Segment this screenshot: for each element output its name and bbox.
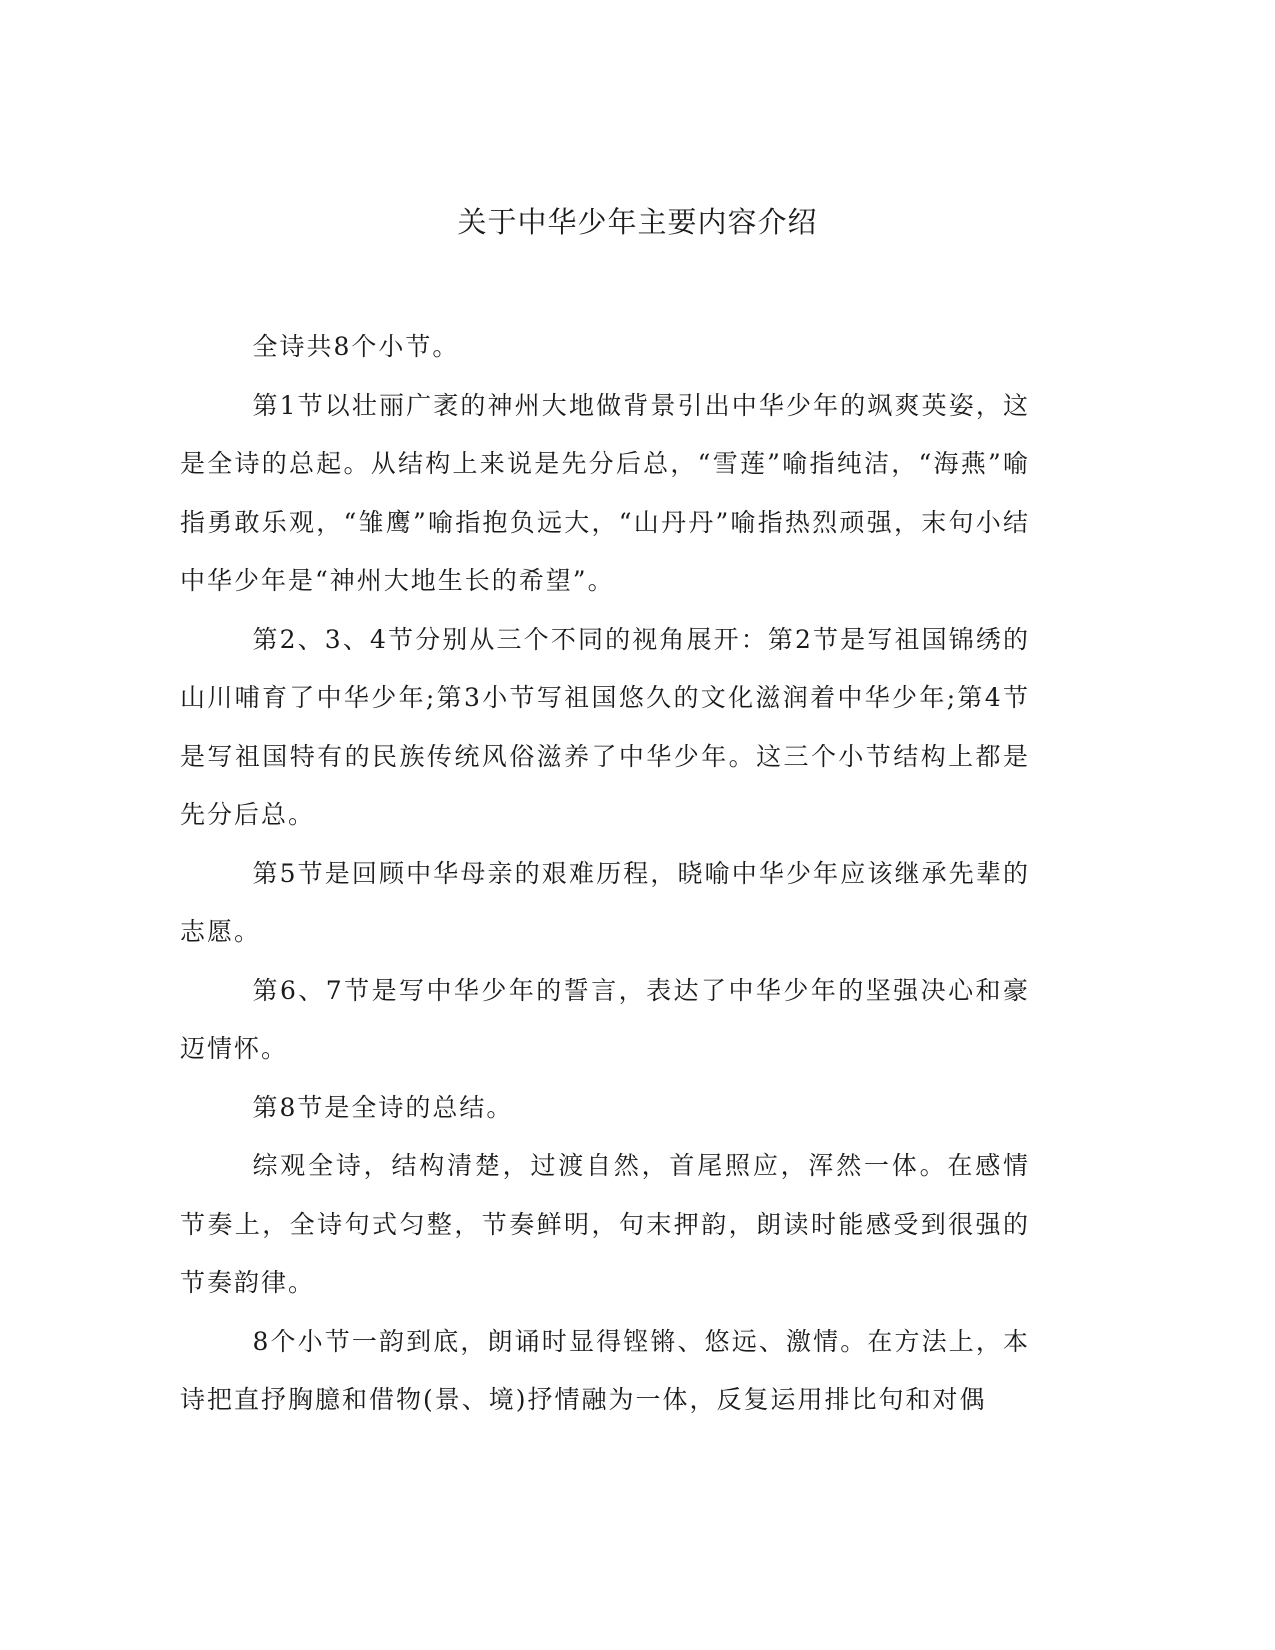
paragraph-summary: 综观全诗，结构清楚，过渡自然，首尾照应，浑然一体。在感情节奏上，全诗句式匀整，节奏鲜明，句末押韵，朗读时能感受到很强的节奏韵律。 (180, 1151, 1030, 1297)
page-title: 关于中华少年主要内容介绍 (457, 205, 818, 239)
paragraph-sections-6-7: 第6、7节是写中华少年的誓言，表达了中华少年的坚强决心和豪迈情怀。 (180, 975, 1030, 1063)
document-body (180, 318, 1030, 1430)
paragraph-section-5: 第5节是回顾中华母亲的艰难历程，晓喻中华少年应该继承先辈的志愿。 (180, 858, 1030, 946)
paragraph-sections-2-4: 第2、3、4节分别从三个不同的视角展开：第2节是写祖国锦绣的山川哺育了中华少年;第3小节写祖国悠久的文化滋润着中华少年;第4节是写祖国特有的民族传统风俗滋养了中华少年。这三个小节结构上都是先分后总。 (180, 624, 1030, 829)
paragraph-rhyme-method: 8个小节一韵到底，朗诵时显得铿锵、悠远、激情。在方法上，本诗把直抒胸臆和借物(景、境)抒情融为一体，反复运用排比句和对偶 (180, 1326, 1030, 1414)
paragraph-overview: 全诗共8个小节。 (252, 332, 460, 361)
paragraph-section-1: 第1节以壮丽广袤的神州大地做背景引出中华少年的飒爽英姿，这是全诗的总起。从结构上来说是先分后总，“雪莲”喻指纯洁，“海燕”喻指勇敢乐观，“雏鹰”喻指抱负远大，“山丹丹”喻指热烈顽强，末句小结中华少年是“神州大地生长的希望”。 (180, 390, 1030, 595)
paragraph-section-8: 第8节是全诗的总结。 (252, 1092, 514, 1122)
